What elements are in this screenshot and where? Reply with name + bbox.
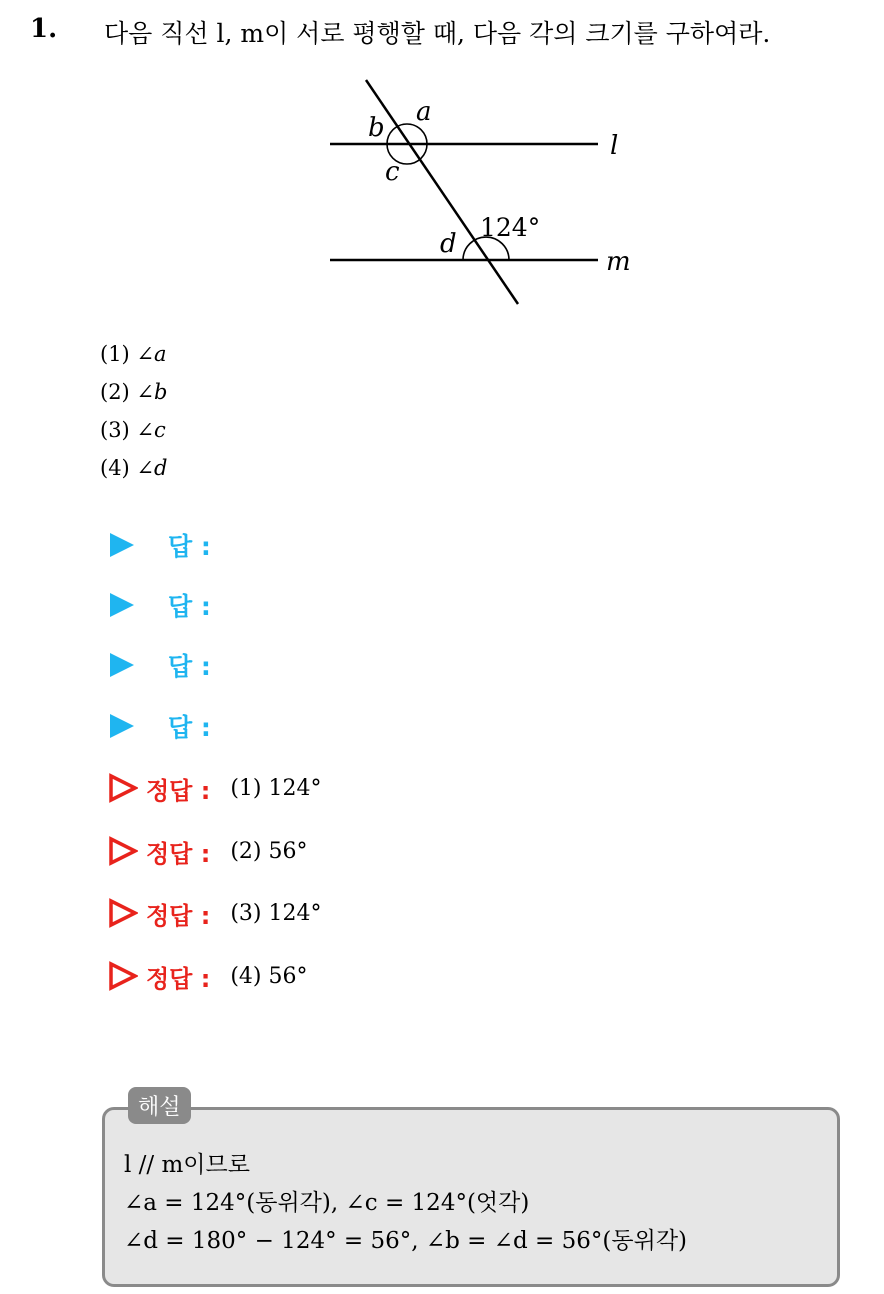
- correct-label: 정답 :: [146, 776, 211, 805]
- answer-row-1[interactable]: [108, 527, 211, 563]
- parallel-lines-figure: [320, 74, 650, 314]
- correct-value: (1) 124°: [230, 775, 322, 801]
- correct-answer-row-3: [108, 895, 321, 931]
- answer-row-3[interactable]: [108, 647, 211, 683]
- correct-label: 정답 :: [146, 839, 211, 868]
- outline-arrow-icon: [108, 961, 138, 991]
- outline-arrow-icon: [108, 898, 138, 928]
- transversal: [366, 80, 518, 304]
- label-d: d: [440, 229, 457, 259]
- outline-arrow-icon: [108, 773, 138, 803]
- correct-answer-row-2: [108, 833, 307, 869]
- label-124: 124°: [480, 213, 541, 242]
- play-arrow-icon: [108, 712, 136, 740]
- question-number: 1.: [30, 14, 58, 44]
- correct-label: 정답 :: [146, 901, 211, 930]
- correct-label: 정답 :: [146, 964, 211, 993]
- label-l: l: [610, 131, 619, 161]
- answer-label: 답 :: [168, 532, 211, 561]
- correct-value: (2) 56°: [230, 838, 308, 864]
- label-b: b: [368, 113, 385, 143]
- label-a: a: [416, 97, 432, 127]
- play-arrow-icon: [108, 531, 136, 559]
- play-arrow-icon: [108, 651, 136, 679]
- correct-value: (4) 56°: [230, 963, 308, 989]
- sub-question-2: (2) ∠b: [100, 380, 168, 404]
- label-m: m: [606, 247, 631, 277]
- explanation-tab: 해설: [128, 1087, 191, 1124]
- sub-question-3: (3) ∠c: [100, 418, 166, 442]
- question-text: 다음 직선 l, m이 서로 평행할 때, 다음 각의 크기를 구하여라.: [104, 19, 771, 48]
- explanation-line-3: ∠d = 180° − 124° = 56°, ∠b = ∠d = 56°(동위각): [124, 1228, 688, 1254]
- explanation-line-2: ∠a = 124°(동위각), ∠c = 124°(엇각): [124, 1190, 530, 1216]
- answer-row-4[interactable]: [108, 708, 211, 744]
- play-arrow-icon: [108, 591, 136, 619]
- answer-label: 답 :: [168, 592, 211, 621]
- explanation-line-1: l // m이므로: [124, 1152, 250, 1178]
- sub-question-1: (1) ∠a: [100, 342, 167, 366]
- outline-arrow-icon: [108, 836, 138, 866]
- answer-row-2[interactable]: [108, 587, 211, 623]
- sub-question-4: (4) ∠d: [100, 456, 168, 480]
- answer-label: 답 :: [168, 652, 211, 681]
- correct-value: (3) 124°: [230, 900, 322, 926]
- correct-answer-row-1: [108, 770, 321, 806]
- label-c: c: [385, 157, 400, 187]
- correct-answer-row-4: [108, 958, 307, 994]
- answer-label: 답 :: [168, 713, 211, 742]
